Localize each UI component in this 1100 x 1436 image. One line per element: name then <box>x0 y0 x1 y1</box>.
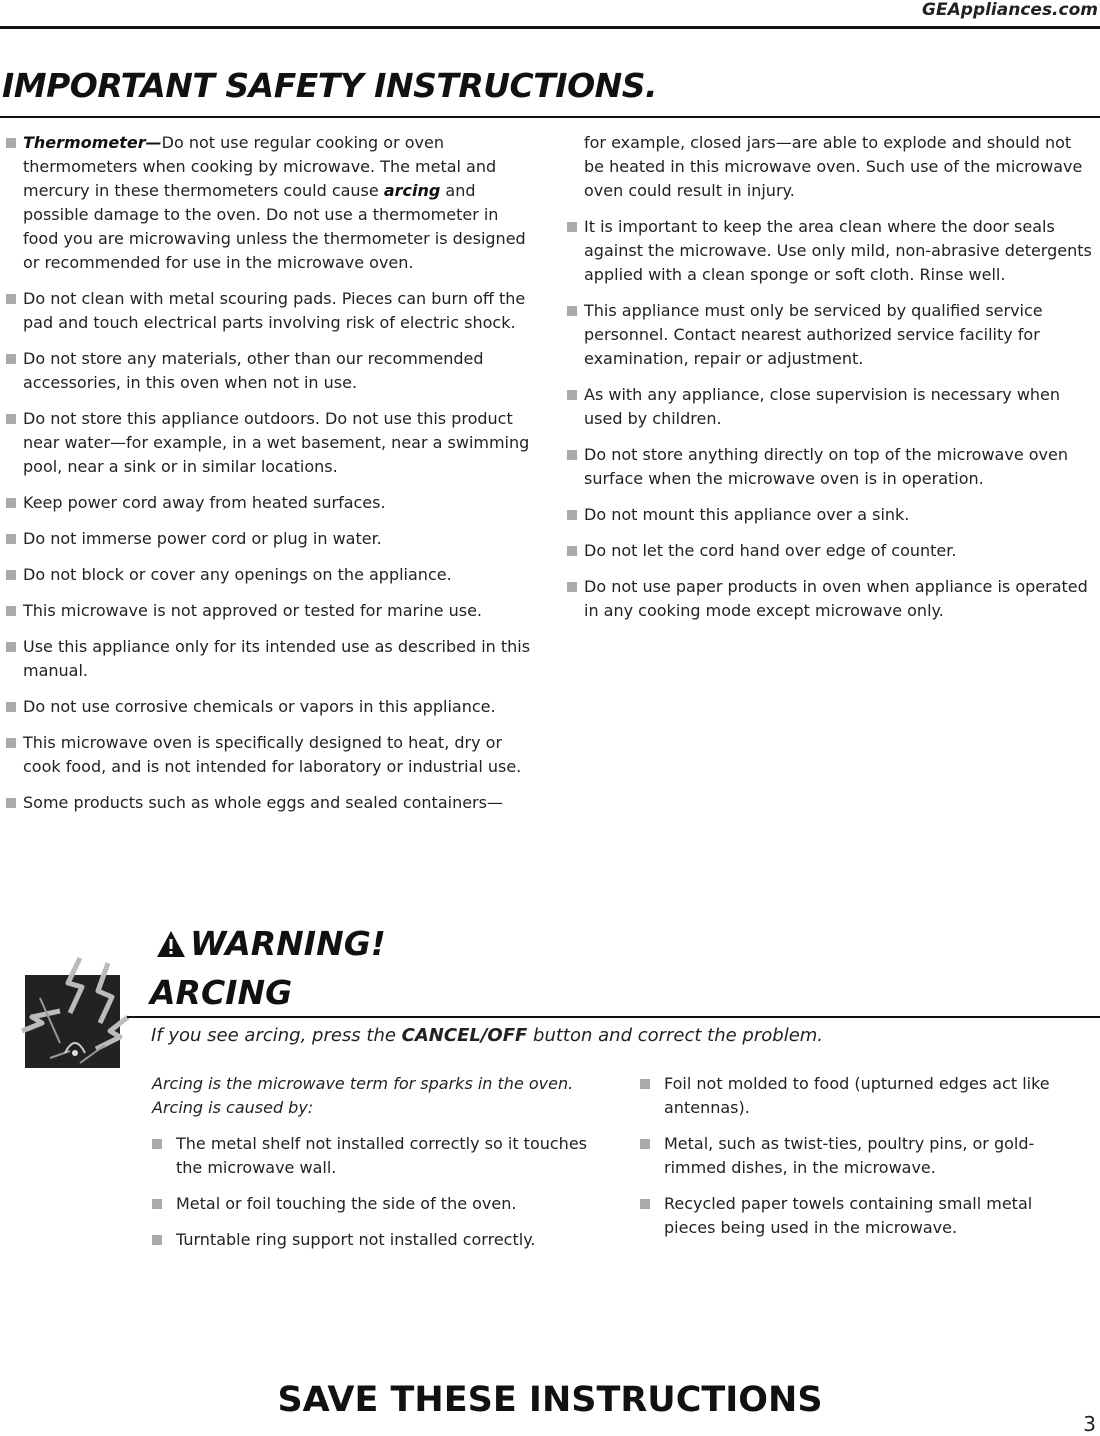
arcing-right-column <box>640 1072 1060 1252</box>
warning-triangle-icon <box>156 929 186 959</box>
bullet-square-icon <box>6 294 16 304</box>
item-text: Do not immerse power cord or plug in water. <box>23 529 382 548</box>
list-item <box>567 215 1092 287</box>
warning-title <box>156 924 386 963</box>
cancel-off-label: CANCEL/OFF <box>401 1025 528 1046</box>
list-item <box>6 791 536 815</box>
item-text: As with any appliance, close supervision is necessary when used by children. <box>584 385 1061 428</box>
list-item <box>6 131 536 275</box>
item-text: Keep power cord away from heated surfaces. <box>23 493 386 512</box>
warning-label: WARNING! <box>190 924 386 963</box>
bullet-square-icon <box>152 1235 162 1245</box>
list-item <box>6 695 536 719</box>
top-rule <box>0 26 1100 29</box>
list-item <box>6 287 536 335</box>
list-item <box>152 1228 592 1252</box>
item-text: Use this appliance only for its intended use as described in this manual. <box>23 637 531 680</box>
right-column <box>567 131 1092 635</box>
bullet-square-icon <box>6 702 16 712</box>
bullet-square-icon <box>640 1139 650 1149</box>
site-url: GEAppliances.com <box>922 0 1098 20</box>
bullet-square-icon <box>6 642 16 652</box>
item-text: Do not use paper products in oven when appliance is operated in any cooking mode except microwave only. <box>584 577 1088 620</box>
item-text: This appliance must only be serviced by qualified service personnel. Contact nearest authorized service facility for examination, repair or adjustment. <box>584 301 1043 368</box>
arcing-subtitle-post: button and correct the problem. <box>527 1025 824 1046</box>
bullet-square-icon <box>567 582 577 592</box>
list-item <box>6 563 536 587</box>
bullet-square-icon <box>567 306 577 316</box>
bullet-square-icon <box>567 510 577 520</box>
item-text: This microwave is not approved or tested for marine use. <box>23 601 482 620</box>
bullet-square-icon <box>6 354 16 364</box>
item-text: Do not store anything directly on top of the microwave oven surface when the microwave oven is in operation. <box>584 445 1068 488</box>
arcing-intro: Arcing is the microwave term for sparks in the oven. Arcing is caused by: <box>152 1074 574 1117</box>
list-item <box>6 347 536 395</box>
item-lead: Thermometer— <box>23 133 162 152</box>
arcing-sparks-icon <box>20 953 130 1073</box>
bullet-square-icon <box>567 390 577 400</box>
item-text: Do not store any materials, other than our recommended accessories, in this oven when not in use. <box>23 349 484 392</box>
list-item <box>6 731 536 779</box>
arcing-heading: ARCING <box>150 973 293 1012</box>
item-text: Recycled paper towels containing small metal pieces being used in the microwave. <box>664 1194 1033 1237</box>
list-item <box>567 575 1092 623</box>
list-item <box>6 407 536 479</box>
list-item <box>567 539 1092 563</box>
list-item <box>567 503 1092 527</box>
item-text: It is important to keep the area clean where the door seals against the microwave. Use only mild, non-abrasive detergents applied with a clean sponge or soft cloth. Rinse well. <box>584 217 1092 284</box>
item-text: Do not clean with metal scouring pads. Pieces can burn off the pad and touch electrical parts involving risk of electric shock. <box>23 289 526 332</box>
item-text: Do not use corrosive chemicals or vapors in this appliance. <box>23 697 496 716</box>
item-text: Do not store this appliance outdoors. Do not use this product near water—for example, in a wet basement, near a swimming pool, near a sink or in similar locations. <box>23 409 530 476</box>
bullet-square-icon <box>152 1199 162 1209</box>
list-item <box>640 1132 1060 1180</box>
bullet-square-icon <box>6 738 16 748</box>
item-text: Do not use regular cooking or oven thermometers when cooking by microwave. The metal and mercury in these thermometers could cause <box>23 133 497 200</box>
bullet-square-icon <box>6 498 16 508</box>
bullet-square-icon <box>6 606 16 616</box>
list-item <box>6 635 536 683</box>
arcing-rule <box>127 1016 1100 1018</box>
list-item <box>6 599 536 623</box>
bullet-square-icon <box>567 450 577 460</box>
item-text: The metal shelf not installed correctly so it touches the microwave wall. <box>176 1134 587 1177</box>
page-number: 3 <box>1083 1412 1096 1436</box>
list-item <box>640 1072 1060 1120</box>
item-text: Do not let the cord hand over edge of counter. <box>584 541 957 560</box>
arcing-subtitle-pre: If you see arcing, press the <box>151 1025 402 1046</box>
bullet-square-icon <box>6 414 16 424</box>
bullet-square-icon <box>567 222 577 232</box>
bullet-square-icon <box>6 798 16 808</box>
bullet-square-icon <box>640 1079 650 1089</box>
title-rule <box>0 116 1100 118</box>
list-item <box>567 299 1092 371</box>
item-emphasis: arcing <box>383 181 441 200</box>
continued-text: for example, closed jars—are able to explode and should not be heated in this microwave oven. Such use of the microwave oven could result in injury. <box>584 133 1083 200</box>
save-instructions-footer: SAVE THESE INSTRUCTIONS <box>277 1380 823 1420</box>
arcing-left-column <box>152 1072 592 1264</box>
bullet-square-icon <box>6 570 16 580</box>
item-text: Do not mount this appliance over a sink. <box>584 505 910 524</box>
list-item <box>640 1192 1060 1240</box>
item-text: Some products such as whole eggs and sealed containers— <box>23 793 503 812</box>
bullet-square-icon <box>6 534 16 544</box>
page-title: IMPORTANT SAFETY INSTRUCTIONS. <box>2 66 658 105</box>
list-item <box>567 383 1092 431</box>
item-text: Metal or foil touching the side of the oven. <box>176 1194 517 1213</box>
item-text: Turntable ring support not installed correctly. <box>176 1230 536 1249</box>
bullet-square-icon <box>640 1199 650 1209</box>
arcing-subtitle <box>151 1025 823 1046</box>
left-column <box>6 131 536 827</box>
bullet-square-icon <box>567 546 577 556</box>
list-item <box>6 491 536 515</box>
item-text: Foil not molded to food (upturned edges act like antennas). <box>664 1074 1050 1117</box>
list-item <box>6 527 536 551</box>
list-item <box>567 443 1092 491</box>
item-text: This microwave oven is specifically designed to heat, dry or cook food, and is not intended for laboratory or industrial use. <box>23 733 522 776</box>
item-text-tail: and possible damage to the oven. Do not use a thermometer in food you are microwaving unless the thermometer is designed or recommended for use in the microwave oven. <box>23 181 526 272</box>
list-item <box>152 1192 592 1216</box>
item-text: Metal, such as twist-ties, poultry pins, or gold-rimmed dishes, in the microwave. <box>664 1134 1035 1177</box>
list-item <box>152 1132 592 1180</box>
bullet-square-icon <box>152 1139 162 1149</box>
bullet-square-icon <box>6 138 16 148</box>
item-text: Do not block or cover any openings on the appliance. <box>23 565 452 584</box>
